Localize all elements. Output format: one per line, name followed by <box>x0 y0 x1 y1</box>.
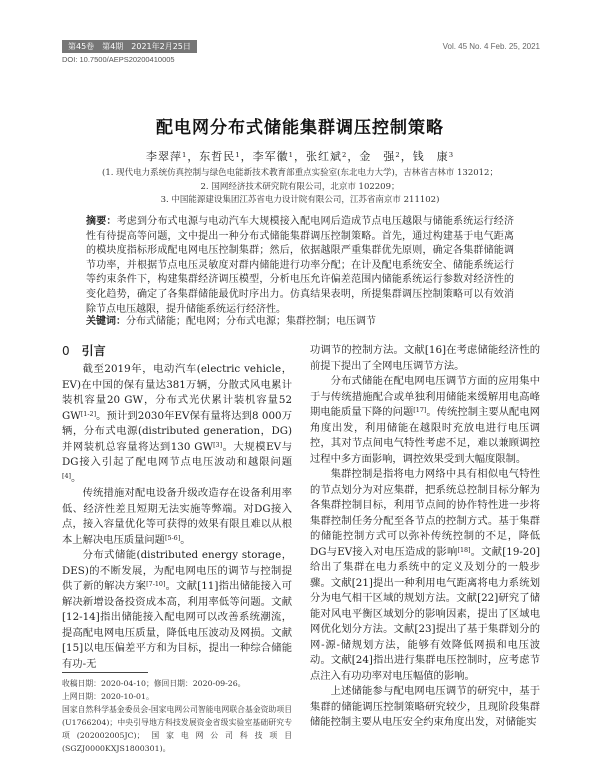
footnote-divider <box>62 672 148 673</box>
doi: DOI: 10.7500/AEPS20200410005 <box>62 55 175 64</box>
citation-superscript: [1-2] <box>80 409 97 418</box>
citation-superscript: [4] <box>62 471 72 480</box>
body-paragraph-continued <box>310 343 540 374</box>
text-run: 上述储能参与配电网电压调节的研究中，基于集群的储能调压控制策略研究较少，且现阶段集群储能控制主要从电压安全约束角度出发，对储能实 <box>310 685 540 728</box>
affiliation-superscript: 2 <box>342 150 348 159</box>
section-title: 引言 <box>81 344 106 358</box>
author-name: ，钱 康 <box>400 150 449 163</box>
text-run: 。 <box>71 471 82 484</box>
text-run: 。预计到2030年EV保有量将达到8 000万辆，分布式电源(distributed generation，DG)并网装机总容量将达到130 GW <box>62 409 292 453</box>
text-run: 。传统控制主要从配电网角度出发，利用储能在越限时充放电进行电压调控，其对节点间电气特性考虑不足，难以兼顾调控过程中多方面影响，调控效果受到大幅度限制。 <box>310 406 541 465</box>
body-column-left <box>62 343 293 753</box>
text-run: 分布式储能(distributed energy storage，DES)的不断发展，为配电网电压的调节与控制提供了新的解决方案 <box>62 549 292 592</box>
affiliations <box>40 167 560 208</box>
footnotes <box>62 672 292 759</box>
journal-volume-info: Vol. 45 No. 4 Feb. 25, 2021 <box>442 42 540 51</box>
body-paragraph <box>310 684 540 731</box>
text-run: 功调节的控制方法。文献[16]在考虑储能经济性的前提下提出了全网电压调节方法。 <box>310 344 540 372</box>
affiliation-line: (1. 现代电力系统仿真控制与绿色电能新技术教育部重点实验室(东北电力大学)，吉林省吉林市 132012； <box>102 168 498 178</box>
text-run: 集群控制是指将电力网络中具有相似电气特性的节点划分为对应集群，把系统总控制目标分解为各集群控制目标，利用节点间的协作特性进一步将集群控制任务分配至各节点的控制方式。基于集群的储能控制方式可以弥补传统控制的不足，降低DG与EV接入对电压造成的影响 <box>310 468 540 558</box>
affiliation-superscript: 1 <box>181 150 188 159</box>
body-paragraph <box>62 486 292 548</box>
abstract <box>86 215 514 317</box>
affiliation-superscript: 1 <box>235 150 241 159</box>
citation-superscript: [18] <box>457 545 471 554</box>
keywords-text: 分布式储能；配电网；分布式电源；集群控制；电压调节 <box>126 316 376 327</box>
citation-superscript: [7-10] <box>146 580 166 589</box>
text-run: 截至2019年，电动汽车(electric vehicle，EV)在中国的保有量达381万辆，分散式风电累计装机容量20 GW，分布式光伏累计装机容量52 GW <box>62 363 292 422</box>
affiliation-line: 2. 国网经济技术研究院有限公司，北京市 102209； <box>200 181 400 192</box>
text-run: 。文献[19-20]给出了集群在电力系统中的定义及划分的一般步骤。文献[21]提出一种利用电气距离将电力系统划分为电气相干区域的规划方法。文献[22]研究了储能对风电平衡区域划分的影响因素，提出了区域电网优化划分方法。文献[23]提出了基于集群划分的网-源-储规划方法，能够有效降低网损和电压波动。文献[24]指出进行集群电压控制时，应考虑节点注入有功功率对电压幅值的影响。 <box>310 545 541 682</box>
text-run: 分布式储能在配电网电压调节方面的应用集中于与传统措施配合或单独利用储能来缓解用电高峰期电能质量下降的问题 <box>310 375 540 418</box>
keywords <box>86 315 514 329</box>
author-name: ，金 强 <box>347 150 396 163</box>
keywords-label: 关键词： <box>86 316 126 327</box>
author-name: ，李军徽 <box>240 150 289 163</box>
journal-issue-box: 第45卷 第4期 2021年2月25日 <box>62 40 197 53</box>
author-name: 李翠萍 <box>145 150 182 163</box>
body-paragraph <box>62 548 292 672</box>
text-run: 传统措施对配电设备升级改造存在设备利用率低、经济性差且短期无法实施等弊端。对DG接入点，接入容量优化等可获得的效果有限且难以从根本上解决电压质量问题 <box>62 487 292 546</box>
affiliation-line: 3. 中国能源建设集团江苏省电力设计院有限公司，江苏省南京市 211102) <box>160 195 440 205</box>
body-paragraph <box>310 374 540 467</box>
footnote-funding: 国家自然科学基金委员会-国家电网公司智能电网联合基金资助项目(U1766204)；中央引导地方科技发展资金省级实验室基础研究专项(202002005JC)；国家电网公司科技项目(SGZJ0000KXJS1800301)。 <box>62 705 292 753</box>
affiliation-superscript: 2 <box>395 150 401 159</box>
affiliation-superscript: 1 <box>288 150 294 159</box>
text-run: 。 <box>180 533 191 546</box>
author-name: ，张红斌 <box>294 150 342 163</box>
citation-superscript: [5-6] <box>164 533 181 542</box>
section-heading <box>62 343 292 359</box>
footnote-online-date: 上网日期：2020-10-01。 <box>62 692 154 701</box>
author-list <box>0 149 600 165</box>
body-paragraph <box>310 467 540 684</box>
abstract-text: 考虑到分布式电源与电动汽车大规模接入配电网后造成节点电压越限与储能系统运行经济性有待提高等问题，文中提出一种分布式储能集群调压控制策略。首先，通过构建基于电气距离的模块度指标形成配电网电压控制集群；然后，依据越限严重集群优先原则，确定各集群储能调节功率，并根据节点电压灵敏度对群内储能进行功率分配；在计及配电系统安全、储能系统运行等约束条件下，构建集群经济调压模型，分析电压允许偏差范围内储能系统运行参数对经济性的变化趋势，确定了各集群储能最优时序出力。仿真结果表明，所提集群调压控制策略可以有效消除节点电压越限，提升储能系统运行经济性。 <box>86 216 515 315</box>
footnote-received-date: 收稿日期：2020-04-10；修回日期：2020-09-26。 <box>62 679 246 688</box>
text-run: 。文献[11]指出储能接入可解决新增设备投资成本高，利用率低等问题。文献[12-14]指出储能接入配电网可以改善系统潮流，提高配电网电压质量，降低电压波动及网损。文献[15]以电压偏差平方和为目标，提出一种综合储能有功-无 <box>62 580 293 670</box>
citation-superscript: [17] <box>413 406 427 415</box>
affiliation-superscript: 3 <box>448 150 455 159</box>
author-name: ，东哲民 <box>187 150 236 163</box>
paper-title: 配电网分布式储能集群调压控制策略 <box>156 118 444 138</box>
section-number: 0 <box>62 344 70 358</box>
text-run: 。大规模EV与DG接入引起了配电网节点电压波动和越限问题 <box>62 440 292 468</box>
abstract-label: 摘要： <box>86 216 117 227</box>
body-column-right <box>310 343 540 728</box>
body-paragraph <box>62 362 292 486</box>
citation-superscript: [3] <box>213 440 223 449</box>
